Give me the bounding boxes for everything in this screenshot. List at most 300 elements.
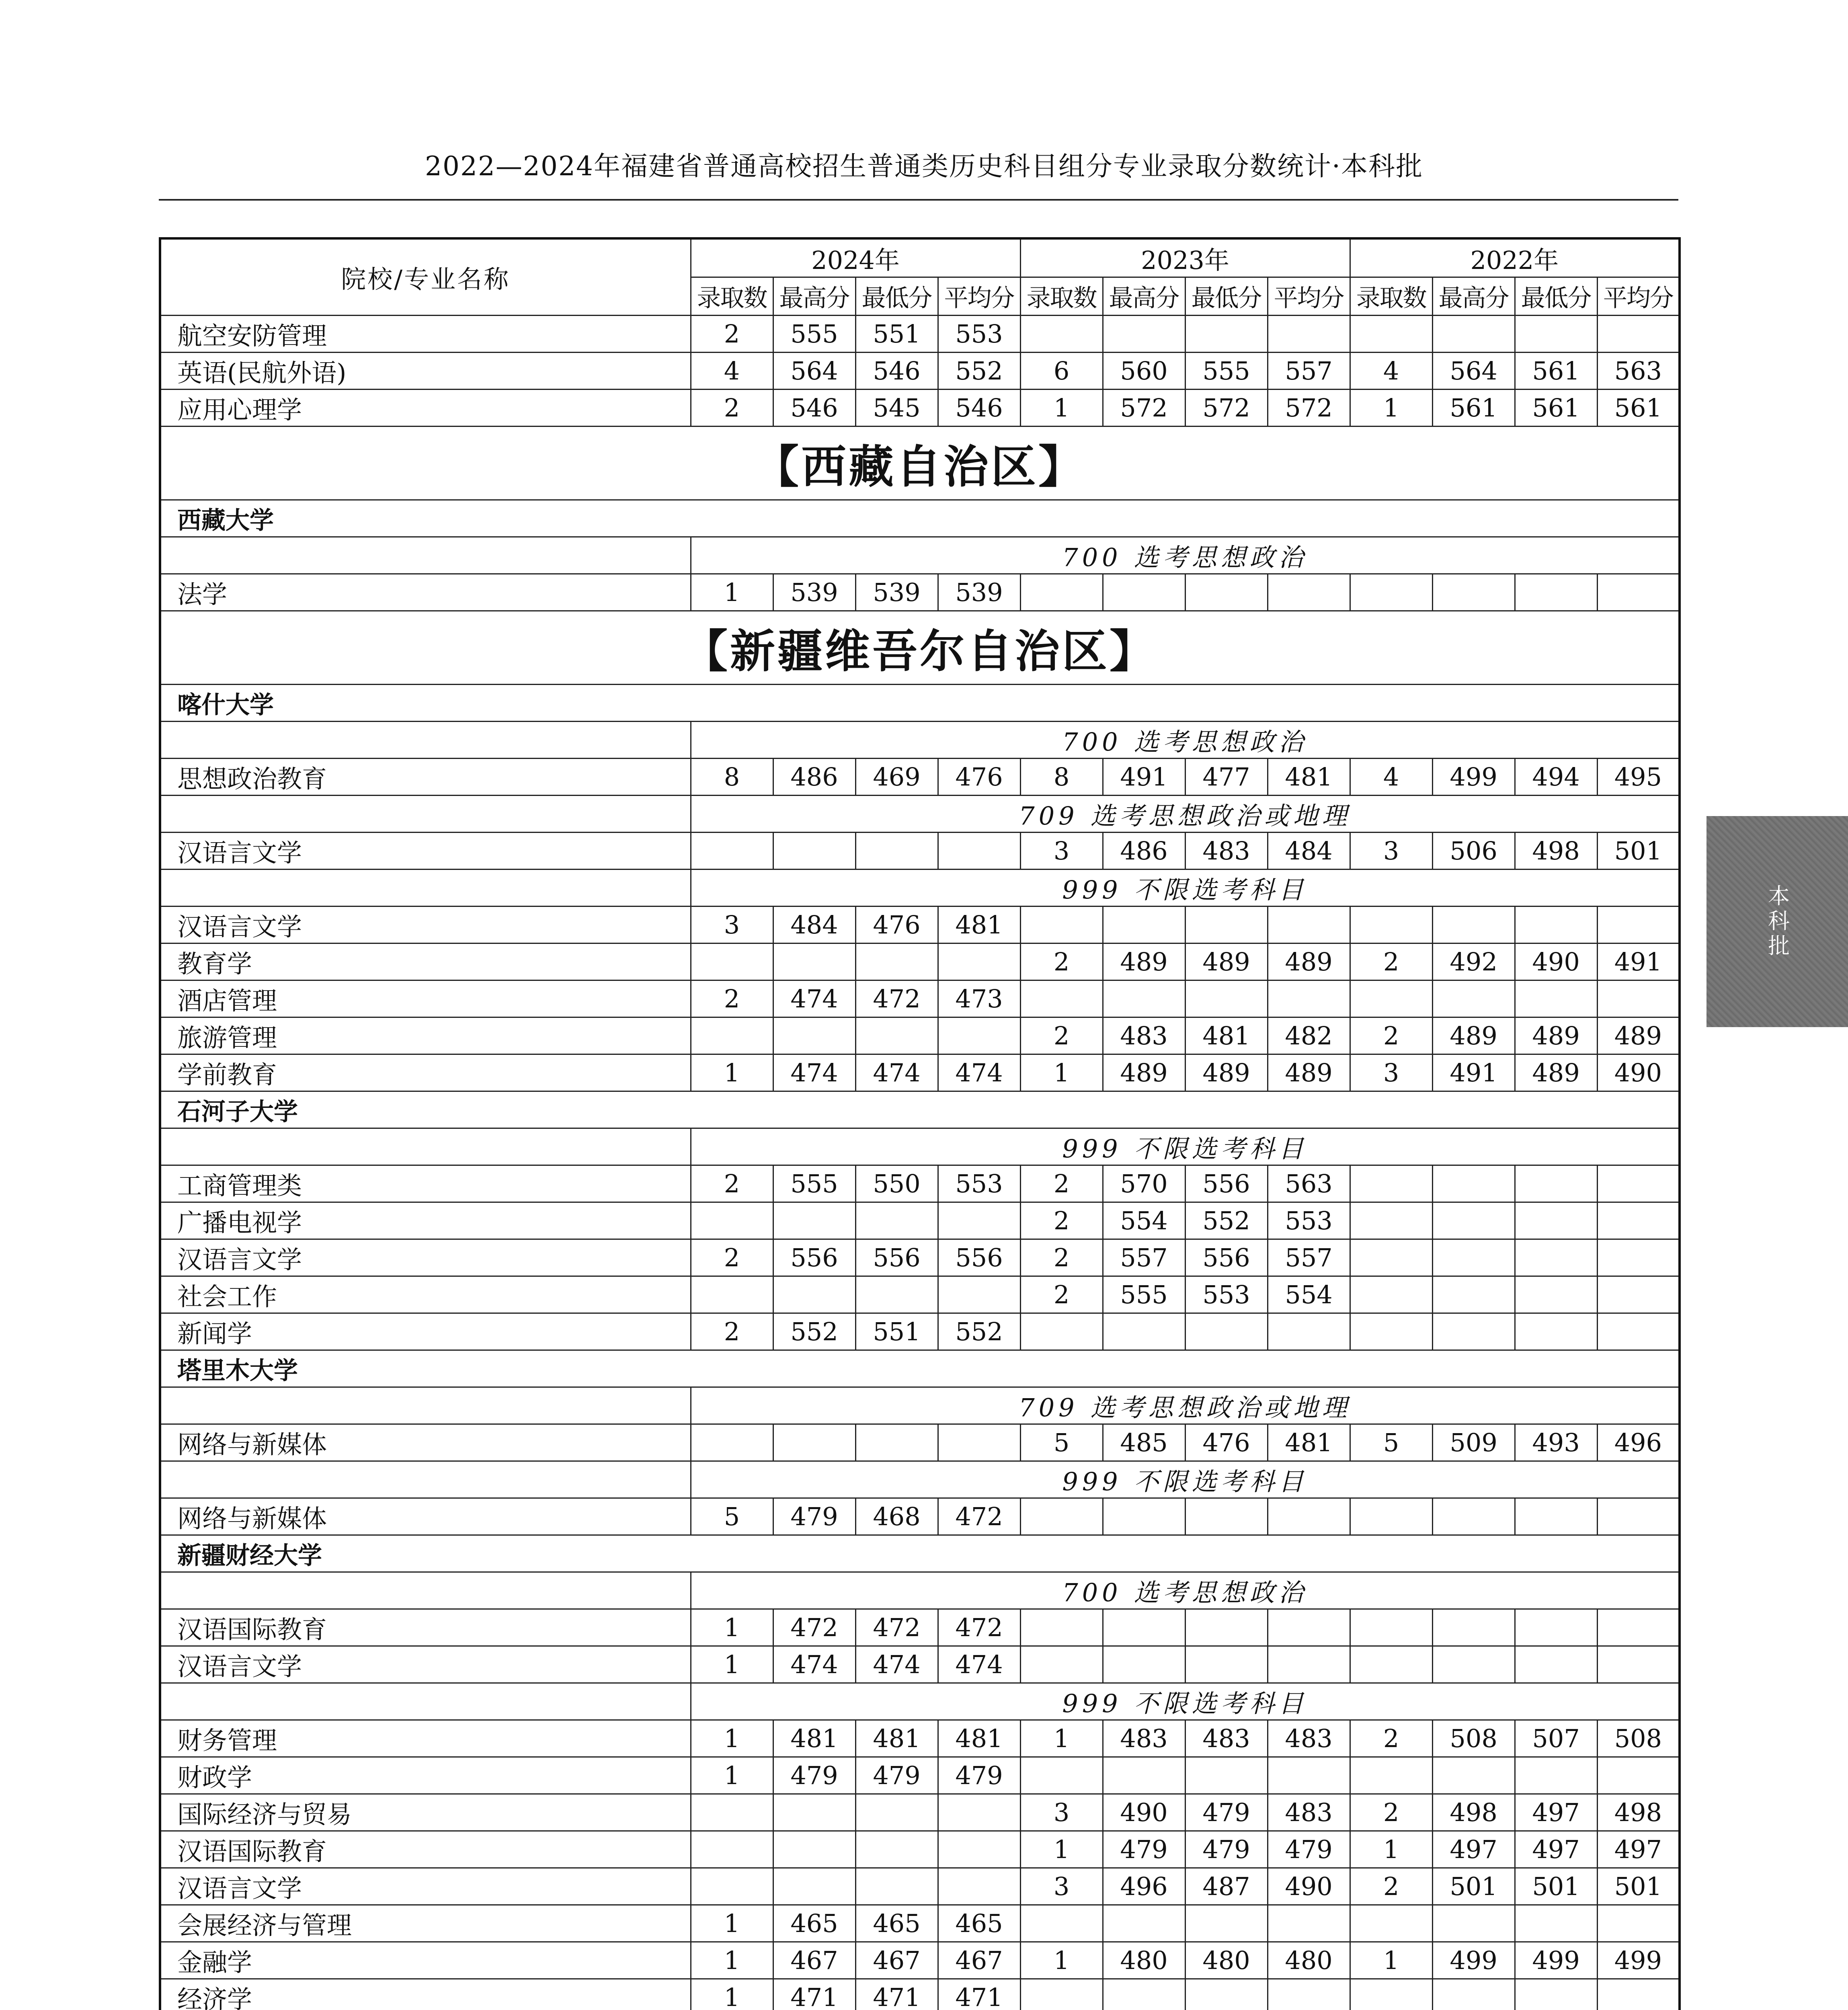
year-header: 2024年: [691, 238, 1020, 277]
score-cell: 487: [1185, 1868, 1268, 1905]
score-cell: 546: [938, 390, 1020, 427]
score-cell: 474: [855, 1646, 938, 1683]
score-cell: 4: [691, 353, 773, 390]
score-cell: [1432, 574, 1515, 611]
metric-header: 最低分: [1185, 277, 1268, 316]
score-cell: 555: [1185, 353, 1268, 390]
score-cell: 556: [773, 1239, 855, 1276]
score-cell: 477: [1185, 759, 1268, 796]
metric-header: 最低分: [1515, 277, 1597, 316]
score-cell: 554: [1103, 1202, 1185, 1239]
score-cell: [1432, 1905, 1515, 1942]
score-cell: 2: [691, 316, 773, 353]
subject-requirement: 999 不限选考科目: [691, 1128, 1680, 1165]
score-cell: [1103, 1757, 1185, 1794]
score-cell: [1350, 574, 1432, 611]
score-cell: 5: [1020, 1424, 1103, 1461]
score-cell: 471: [855, 1979, 938, 2010]
subject-requirement-row: [160, 722, 1680, 759]
score-cell: [1597, 1979, 1680, 2010]
score-cell: 498: [1597, 1794, 1680, 1831]
score-cell: 1: [691, 1905, 773, 1942]
table-row: [160, 1313, 1680, 1350]
score-cell: 1: [1350, 1942, 1432, 1979]
score-cell: 1: [691, 1942, 773, 1979]
score-cell: [1350, 1165, 1432, 1202]
table-row: [160, 907, 1680, 943]
score-cell: 556: [1185, 1239, 1268, 1276]
score-cell: 483: [1185, 833, 1268, 870]
score-cell: 497: [1515, 1794, 1597, 1831]
score-cell: 572: [1185, 390, 1268, 427]
score-cell: 508: [1597, 1720, 1680, 1757]
score-cell: [1268, 1757, 1350, 1794]
score-cell: [1515, 1165, 1597, 1202]
score-cell: 486: [1103, 833, 1185, 870]
metric-header: 录取数: [1350, 277, 1432, 316]
score-table-container: [159, 237, 1678, 2010]
score-cell: 2: [691, 1239, 773, 1276]
score-cell: [855, 1868, 938, 1905]
score-cell: [1350, 1757, 1432, 1794]
score-cell: 501: [1597, 833, 1680, 870]
table-row: [160, 980, 1680, 1017]
score-cell: [1515, 1202, 1597, 1239]
score-cell: [1515, 1757, 1597, 1794]
table-row: [160, 1239, 1680, 1276]
table-row: [160, 833, 1680, 870]
score-cell: [1020, 1609, 1103, 1646]
score-cell: 501: [1597, 1868, 1680, 1905]
score-cell: [1515, 1276, 1597, 1313]
score-cell: [1268, 1646, 1350, 1683]
score-cell: 1: [1020, 1720, 1103, 1757]
score-cell: 2: [1020, 1239, 1103, 1276]
score-cell: [1268, 316, 1350, 353]
score-cell: 486: [773, 759, 855, 796]
score-cell: 551: [855, 1313, 938, 1350]
major-name: 网络与新媒体: [160, 1424, 691, 1461]
score-cell: 497: [1432, 1831, 1515, 1868]
subject-requirement-row: [160, 1387, 1680, 1424]
score-cell: 489: [1185, 1054, 1268, 1091]
major-name: 汉语言文学: [160, 1868, 691, 1905]
major-name: 网络与新媒体: [160, 1498, 691, 1535]
score-cell: [1268, 1498, 1350, 1535]
table-row: [160, 1424, 1680, 1461]
header-row-years: [160, 238, 1680, 277]
score-cell: 479: [938, 1757, 1020, 1794]
score-cell: 465: [855, 1905, 938, 1942]
score-cell: 483: [1268, 1720, 1350, 1757]
score-cell: [691, 1424, 773, 1461]
score-cell: 498: [1515, 833, 1597, 870]
score-table: [159, 237, 1681, 2010]
score-cell: 489: [1515, 1017, 1597, 1054]
score-cell: [1597, 1239, 1680, 1276]
major-name: 汉语国际教育: [160, 1609, 691, 1646]
score-cell: 490: [1597, 1054, 1680, 1091]
score-cell: 572: [1103, 390, 1185, 427]
score-cell: [855, 1276, 938, 1313]
score-cell: 1: [691, 1757, 773, 1794]
score-cell: 2: [1350, 943, 1432, 980]
score-cell: 552: [938, 353, 1020, 390]
score-cell: 1: [691, 1979, 773, 2010]
score-cell: 2: [1350, 1794, 1432, 1831]
score-cell: [1515, 1313, 1597, 1350]
score-cell: 553: [938, 1165, 1020, 1202]
score-cell: 484: [1268, 833, 1350, 870]
empty-name-cell: [160, 1683, 691, 1720]
score-cell: 501: [1432, 1868, 1515, 1905]
score-cell: 484: [773, 907, 855, 943]
score-cell: [1515, 574, 1597, 611]
score-cell: 476: [1185, 1424, 1268, 1461]
score-cell: 1: [1020, 1942, 1103, 1979]
score-cell: 499: [1597, 1942, 1680, 1979]
score-cell: 546: [855, 353, 938, 390]
score-cell: 474: [938, 1646, 1020, 1683]
major-name: 金融学: [160, 1942, 691, 1979]
score-cell: 489: [1268, 943, 1350, 980]
empty-name-cell: [160, 722, 691, 759]
score-cell: 471: [938, 1979, 1020, 2010]
score-cell: [691, 1276, 773, 1313]
major-name: 汉语言文学: [160, 833, 691, 870]
subject-requirement: 700 选考思想政治: [691, 1572, 1680, 1609]
score-cell: 491: [1432, 1054, 1515, 1091]
score-cell: 1: [1020, 1054, 1103, 1091]
score-cell: 497: [1515, 1831, 1597, 1868]
score-cell: 563: [1597, 353, 1680, 390]
score-cell: 481: [1268, 1424, 1350, 1461]
score-cell: [691, 1017, 773, 1054]
score-cell: 557: [1268, 1239, 1350, 1276]
score-cell: 479: [855, 1757, 938, 1794]
score-cell: [855, 1794, 938, 1831]
score-cell: 564: [1432, 353, 1515, 390]
score-cell: 556: [1185, 1165, 1268, 1202]
score-cell: 508: [1432, 1720, 1515, 1757]
subject-requirement-row: [160, 1683, 1680, 1720]
score-cell: [1020, 907, 1103, 943]
name-column-header: 院校/专业名称: [160, 238, 691, 316]
subject-requirement: 999 不限选考科目: [691, 870, 1680, 907]
score-cell: 496: [1597, 1424, 1680, 1461]
metric-header: 平均分: [938, 277, 1020, 316]
score-cell: [1020, 1979, 1103, 2010]
score-cell: [1350, 1609, 1432, 1646]
score-cell: [1515, 316, 1597, 353]
score-cell: [1432, 1757, 1515, 1794]
major-name: 旅游管理: [160, 1017, 691, 1054]
score-cell: 490: [1268, 1868, 1350, 1905]
score-cell: 476: [938, 759, 1020, 796]
section-side-tab: [1706, 816, 1848, 1027]
score-cell: [1432, 1276, 1515, 1313]
score-cell: [1268, 574, 1350, 611]
score-cell: [1350, 1498, 1432, 1535]
score-cell: [1268, 1313, 1350, 1350]
subject-requirement-row: [160, 537, 1680, 574]
score-cell: [1103, 1979, 1185, 2010]
empty-name-cell: [160, 537, 691, 574]
metric-header: 最高分: [1432, 277, 1515, 316]
score-cell: 479: [773, 1498, 855, 1535]
empty-name-cell: [160, 796, 691, 833]
metric-header: 最高分: [1103, 277, 1185, 316]
score-cell: 489: [1185, 943, 1268, 980]
major-name: 财务管理: [160, 1720, 691, 1757]
score-cell: 561: [1515, 390, 1597, 427]
score-cell: 479: [1103, 1831, 1185, 1868]
score-cell: 496: [1103, 1868, 1185, 1905]
score-cell: [938, 943, 1020, 980]
score-cell: 467: [855, 1942, 938, 1979]
score-cell: 490: [1515, 943, 1597, 980]
major-name: 汉语言文学: [160, 1646, 691, 1683]
empty-name-cell: [160, 1387, 691, 1424]
score-cell: 481: [855, 1720, 938, 1757]
score-cell: 3: [1020, 1868, 1103, 1905]
score-cell: 1: [1020, 1831, 1103, 1868]
score-cell: [938, 1868, 1020, 1905]
score-cell: 509: [1432, 1424, 1515, 1461]
major-name: 会展经济与管理: [160, 1905, 691, 1942]
major-name: 工商管理类: [160, 1165, 691, 1202]
score-cell: [773, 1868, 855, 1905]
score-cell: [1020, 1757, 1103, 1794]
score-cell: [855, 1017, 938, 1054]
score-cell: 495: [1597, 759, 1680, 796]
score-cell: 479: [773, 1757, 855, 1794]
subject-requirement-row: [160, 870, 1680, 907]
score-cell: [1432, 1239, 1515, 1276]
table-row: [160, 390, 1680, 427]
score-cell: 2: [1020, 1202, 1103, 1239]
score-cell: 539: [938, 574, 1020, 611]
major-name: 汉语国际教育: [160, 1831, 691, 1868]
empty-name-cell: [160, 870, 691, 907]
score-cell: [1350, 907, 1432, 943]
score-cell: 2: [1020, 1017, 1103, 1054]
score-cell: 546: [773, 390, 855, 427]
score-cell: 552: [773, 1313, 855, 1350]
score-cell: 490: [1103, 1794, 1185, 1831]
score-cell: 474: [773, 1054, 855, 1091]
year-header: 2023年: [1020, 238, 1350, 277]
score-cell: [1350, 1905, 1432, 1942]
major-name: 教育学: [160, 943, 691, 980]
score-cell: [1103, 1498, 1185, 1535]
score-cell: [1597, 980, 1680, 1017]
score-cell: 467: [938, 1942, 1020, 1979]
score-cell: [1020, 1905, 1103, 1942]
score-cell: 479: [1268, 1831, 1350, 1868]
score-cell: 499: [1432, 1942, 1515, 1979]
score-cell: [691, 1202, 773, 1239]
empty-name-cell: [160, 1128, 691, 1165]
major-name: 经济学: [160, 1979, 691, 2010]
score-cell: [773, 1831, 855, 1868]
table-row: [160, 1165, 1680, 1202]
score-cell: 474: [773, 980, 855, 1017]
score-cell: 552: [1185, 1202, 1268, 1239]
score-cell: 465: [773, 1905, 855, 1942]
score-cell: 2: [1020, 1165, 1103, 1202]
table-row: [160, 1609, 1680, 1646]
major-name: 汉语言文学: [160, 1239, 691, 1276]
major-name: 英语(民航外语): [160, 353, 691, 390]
school-name: 西藏大学: [160, 500, 1680, 537]
score-cell: 474: [855, 1054, 938, 1091]
table-row: [160, 759, 1680, 796]
score-cell: 553: [1185, 1276, 1268, 1313]
score-cell: [1597, 316, 1680, 353]
score-cell: [1515, 1905, 1597, 1942]
score-cell: 472: [773, 1609, 855, 1646]
side-tab-label: 本科批: [1764, 884, 1790, 959]
score-cell: 499: [1432, 759, 1515, 796]
score-cell: 479: [1185, 1831, 1268, 1868]
score-cell: 483: [1103, 1017, 1185, 1054]
score-cell: [938, 833, 1020, 870]
score-cell: 489: [1103, 1054, 1185, 1091]
table-row: [160, 1905, 1680, 1942]
score-cell: 4: [1350, 759, 1432, 796]
subject-requirement-row: [160, 796, 1680, 833]
region-heading: 【西藏自治区】: [160, 427, 1680, 500]
score-cell: 552: [938, 1313, 1020, 1350]
score-cell: [1515, 907, 1597, 943]
school-row: [160, 1091, 1680, 1128]
score-cell: [691, 943, 773, 980]
score-cell: 557: [1268, 353, 1350, 390]
score-cell: 561: [1432, 390, 1515, 427]
score-cell: 5: [691, 1498, 773, 1535]
table-row: [160, 1794, 1680, 1831]
score-cell: [1103, 1313, 1185, 1350]
score-cell: [691, 1794, 773, 1831]
metric-header: 录取数: [1020, 277, 1103, 316]
region-heading: 【新疆维吾尔自治区】: [160, 611, 1680, 685]
score-cell: 1: [691, 1609, 773, 1646]
running-head: 2022—2024年福建省普通高校招生普通类历史科目组分专业录取分数统计·本科批: [425, 151, 1423, 182]
table-row: [160, 1757, 1680, 1794]
score-cell: [1350, 1202, 1432, 1239]
subject-requirement: 700 选考思想政治: [691, 722, 1680, 759]
score-cell: 557: [1103, 1239, 1185, 1276]
score-cell: [938, 1424, 1020, 1461]
score-cell: [1515, 1498, 1597, 1535]
score-cell: 485: [1103, 1424, 1185, 1461]
score-cell: [1350, 1313, 1432, 1350]
score-cell: [1020, 574, 1103, 611]
score-cell: 2: [691, 980, 773, 1017]
score-cell: 483: [1185, 1720, 1268, 1757]
score-cell: [1350, 1239, 1432, 1276]
score-cell: [938, 1276, 1020, 1313]
score-cell: [773, 1424, 855, 1461]
score-cell: 2: [691, 1313, 773, 1350]
score-cell: [773, 943, 855, 980]
score-cell: [1597, 574, 1680, 611]
school-name: 石河子大学: [160, 1091, 1680, 1128]
metric-header: 平均分: [1268, 277, 1350, 316]
score-cell: [1515, 1239, 1597, 1276]
table-row: [160, 1831, 1680, 1868]
table-row: [160, 1942, 1680, 1979]
score-cell: [1597, 1905, 1680, 1942]
score-cell: [691, 833, 773, 870]
score-cell: [1185, 1609, 1268, 1646]
score-cell: [1515, 1609, 1597, 1646]
score-cell: 2: [691, 390, 773, 427]
score-cell: 494: [1515, 759, 1597, 796]
score-cell: 483: [1103, 1720, 1185, 1757]
score-cell: 489: [1432, 1017, 1515, 1054]
table-row: [160, 1498, 1680, 1535]
subject-requirement-row: [160, 1128, 1680, 1165]
score-cell: 506: [1432, 833, 1515, 870]
metric-header: 录取数: [691, 277, 773, 316]
score-cell: [1268, 1609, 1350, 1646]
table-row: [160, 1202, 1680, 1239]
score-cell: [1185, 1757, 1268, 1794]
score-cell: [1020, 1646, 1103, 1683]
score-cell: 1: [1020, 390, 1103, 427]
score-cell: 497: [1597, 1831, 1680, 1868]
score-cell: [1020, 1498, 1103, 1535]
major-name: 财政学: [160, 1757, 691, 1794]
table-body: [160, 316, 1680, 2010]
score-cell: [1515, 1979, 1597, 2010]
score-cell: [855, 1424, 938, 1461]
score-cell: [1432, 980, 1515, 1017]
metric-header: 最低分: [855, 277, 938, 316]
region-row: [160, 611, 1680, 685]
score-cell: [1432, 1646, 1515, 1683]
major-name: 广播电视学: [160, 1202, 691, 1239]
empty-name-cell: [160, 1572, 691, 1609]
score-cell: 2: [1020, 1276, 1103, 1313]
score-cell: 1: [1350, 1831, 1432, 1868]
score-cell: [1597, 1757, 1680, 1794]
score-cell: [1350, 1646, 1432, 1683]
score-cell: [1597, 1498, 1680, 1535]
score-cell: [1103, 1609, 1185, 1646]
score-cell: 555: [1103, 1276, 1185, 1313]
score-cell: 1: [691, 1720, 773, 1757]
score-cell: 507: [1515, 1720, 1597, 1757]
subject-requirement: 700 选考思想政治: [691, 537, 1680, 574]
score-cell: 489: [1515, 1054, 1597, 1091]
subject-requirement-row: [160, 1461, 1680, 1498]
score-cell: 480: [1103, 1942, 1185, 1979]
major-name: 航空安防管理: [160, 316, 691, 353]
score-cell: [1185, 1313, 1268, 1350]
score-cell: [1185, 316, 1268, 353]
score-cell: 4: [1350, 353, 1432, 390]
empty-name-cell: [160, 1461, 691, 1498]
score-cell: [1432, 1609, 1515, 1646]
score-cell: 572: [1268, 390, 1350, 427]
score-cell: [1597, 1646, 1680, 1683]
score-cell: 469: [855, 759, 938, 796]
score-cell: 3: [1350, 1054, 1432, 1091]
score-cell: 467: [773, 1942, 855, 1979]
